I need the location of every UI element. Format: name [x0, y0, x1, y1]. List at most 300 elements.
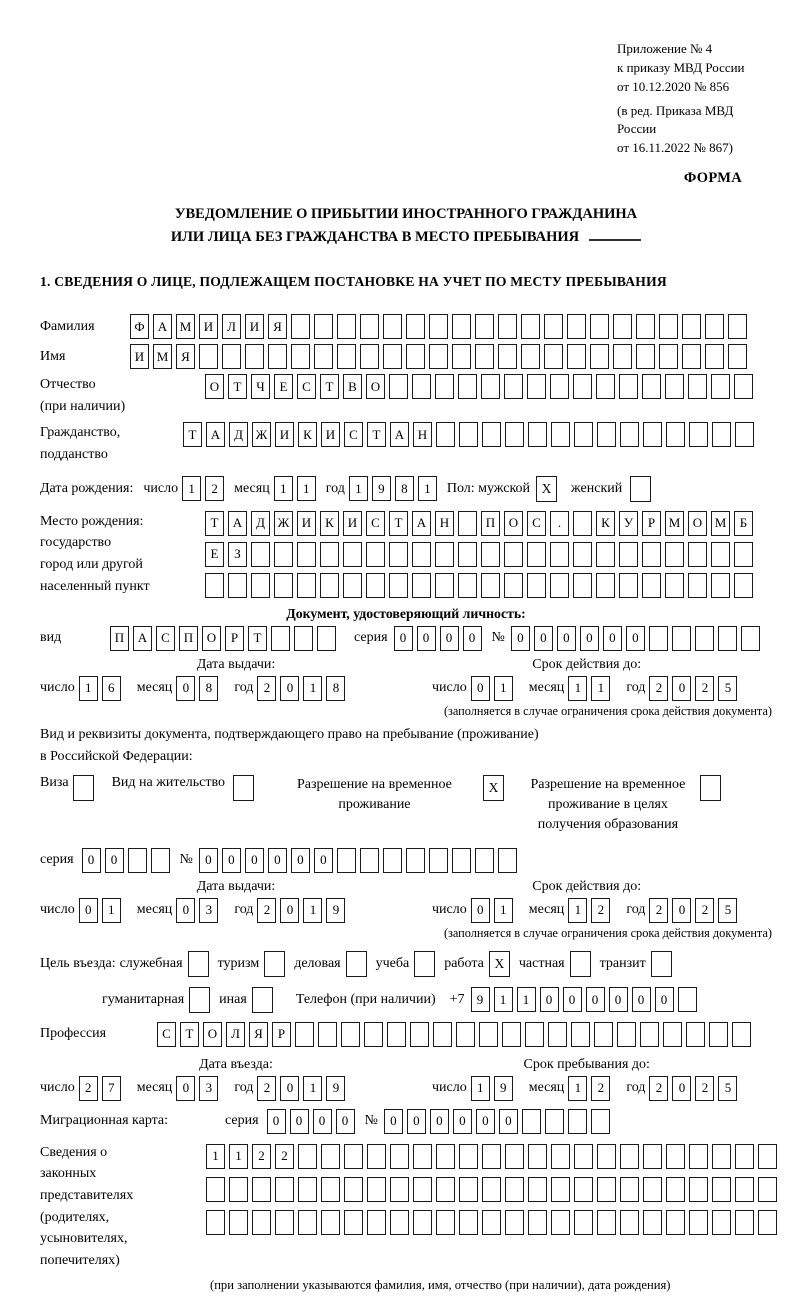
form-cell: 0 — [394, 626, 413, 651]
birth-place-row2-cells — [205, 542, 757, 567]
id-issue-month-cells — [176, 676, 222, 701]
form-cell — [481, 573, 500, 598]
citizenship-cells — [183, 422, 758, 447]
form-cell: 2 — [695, 898, 714, 923]
profession-row — [40, 1022, 772, 1047]
form-cell — [665, 374, 684, 399]
form-cell — [619, 542, 638, 567]
form-cell: 0 — [314, 848, 333, 873]
form-cell — [504, 542, 523, 567]
form-cell: Д — [229, 422, 248, 447]
form-cell — [436, 422, 455, 447]
representatives-row2-cells — [206, 1177, 781, 1202]
form-cell — [366, 542, 385, 567]
form-cell — [291, 314, 310, 339]
residence-permit-option — [112, 775, 258, 801]
purpose-tourism-checkbox — [264, 951, 285, 977]
form-cell — [481, 542, 500, 567]
id-valid-until-group — [432, 657, 741, 701]
temp-residence-checkbox: X — [483, 775, 504, 801]
form-cell: 0 — [82, 848, 101, 873]
form-cell — [389, 573, 408, 598]
form-cell: Е — [274, 374, 293, 399]
form-cell — [481, 374, 500, 399]
entry-day-cells — [79, 1076, 125, 1101]
year-label: год — [626, 680, 646, 696]
form-cell — [337, 344, 356, 369]
purpose-work-checkbox: X — [489, 951, 510, 977]
form-cell: Н — [435, 511, 454, 536]
form-cell — [735, 1210, 754, 1235]
form-cell: Л — [222, 314, 241, 339]
id-issue-year-cells — [257, 676, 349, 701]
form-cell — [498, 314, 517, 339]
form-cell: 0 — [176, 1076, 195, 1101]
form-cell: 9 — [372, 476, 391, 501]
form-cell: Т — [183, 422, 202, 447]
birth-place-label-line2: государство — [40, 535, 112, 551]
form-cell: 0 — [463, 626, 482, 651]
form-cell — [545, 1109, 564, 1134]
form-cell: 0 — [268, 848, 287, 873]
form-cell — [389, 542, 408, 567]
form-cell — [360, 344, 379, 369]
form-cell — [643, 1144, 662, 1169]
form-cell — [274, 573, 293, 598]
form-cell: Т — [228, 374, 247, 399]
form-cell: О — [202, 626, 221, 651]
stay-series-row — [40, 848, 772, 873]
form-cell: Е — [205, 542, 224, 567]
form-cell: 0 — [672, 676, 691, 701]
number-label: № — [364, 1113, 378, 1129]
form-cell — [640, 1022, 659, 1047]
form-cell — [360, 848, 379, 873]
entry-year-cells — [257, 1076, 349, 1101]
title-line-1: УВЕДОМЛЕНИЕ О ПРИБЫТИИ ИНОСТРАННОГО ГРАЖДАНИНА — [174, 206, 638, 223]
phone-cells — [471, 987, 701, 1012]
form-cell — [482, 1144, 501, 1169]
form-cell: 2 — [275, 1144, 294, 1169]
year-label: год — [234, 1080, 254, 1096]
form-cell — [222, 344, 241, 369]
form-cell — [551, 422, 570, 447]
form-cell — [688, 573, 707, 598]
id-doc-heading: Документ, удостоверяющий личность: — [286, 605, 526, 621]
form-cell — [527, 374, 546, 399]
form-cell: 0 — [440, 626, 459, 651]
year-label: год — [626, 902, 646, 918]
citizenship-label-line2: подданство — [40, 447, 108, 463]
form-cell — [318, 1022, 337, 1047]
form-cell: 8 — [199, 676, 218, 701]
form-cell — [479, 1022, 498, 1047]
form-cell: 0 — [291, 848, 310, 873]
form-cell — [502, 1022, 521, 1047]
purpose-study-checkbox — [414, 951, 435, 977]
id-doc-type-row — [40, 626, 772, 651]
month-label: месяц — [528, 1080, 565, 1096]
form-cell — [367, 1210, 386, 1235]
form-cell: И — [130, 344, 149, 369]
form-cell — [482, 1210, 501, 1235]
form-cell — [544, 314, 563, 339]
form-cell — [712, 422, 731, 447]
form-cell: 1 — [517, 987, 536, 1012]
form-cell — [343, 573, 362, 598]
entry-dates — [40, 1057, 772, 1101]
form-cell — [410, 1022, 429, 1047]
form-cell — [452, 344, 471, 369]
ref-line: от 10.12.2020 № 856 — [617, 78, 730, 94]
patronymic-label — [40, 374, 205, 417]
temp-residence-edu-option — [522, 775, 725, 836]
ref-line: Приложение № 4 — [617, 41, 713, 56]
form-cell — [151, 848, 170, 873]
form-cell: Т — [205, 511, 224, 536]
form-cell: 1 — [303, 1076, 322, 1101]
form-cell — [528, 1177, 547, 1202]
given-name-row — [40, 344, 772, 369]
form-cell: 1 — [418, 476, 437, 501]
day-label: число — [40, 902, 75, 918]
purpose-humanitarian-label: гуманитарная — [102, 991, 185, 1007]
purpose-transit-checkbox — [651, 951, 672, 977]
form-cell: У — [619, 511, 638, 536]
form-cell — [521, 314, 540, 339]
form-cell: А — [206, 422, 225, 447]
form-cell — [568, 1109, 587, 1134]
ref-line: (в ред. Приказа МВД России — [617, 102, 734, 137]
form-cell: 2 — [649, 898, 668, 923]
birth-place-row3-cells — [205, 573, 757, 598]
form-cell — [412, 542, 431, 567]
form-cell: П — [481, 511, 500, 536]
id-issue-date-group — [40, 657, 432, 701]
form-cell: П — [179, 626, 198, 651]
form-cell: 1 — [568, 898, 587, 923]
form-cell — [274, 542, 293, 567]
form-cell: 2 — [79, 1076, 98, 1101]
form-cell — [689, 1177, 708, 1202]
form-cell: 2 — [649, 1076, 668, 1101]
form-cell: 0 — [540, 987, 559, 1012]
form-cell — [458, 542, 477, 567]
surname-label: Фамилия — [40, 318, 95, 334]
form-cell — [619, 374, 638, 399]
form-cell — [366, 573, 385, 598]
form-cell — [245, 344, 264, 369]
form-cell — [758, 1177, 777, 1202]
form-cell — [314, 314, 333, 339]
form-cell — [527, 542, 546, 567]
form-cell — [666, 1177, 685, 1202]
form-title — [40, 203, 772, 248]
form-cell — [550, 542, 569, 567]
form-cell — [574, 1144, 593, 1169]
form-cell — [527, 573, 546, 598]
form-cell — [504, 374, 523, 399]
form-cell — [498, 848, 517, 873]
year-label: год — [325, 480, 345, 496]
until-year-cells — [649, 1076, 741, 1101]
form-cell: С — [527, 511, 546, 536]
purpose-work-label: работа — [444, 955, 484, 971]
purpose-transit-label: транзит — [599, 955, 646, 971]
form-cell — [709, 1022, 728, 1047]
id-doc-dates — [40, 657, 772, 701]
form-cell — [642, 573, 661, 598]
form-cell — [475, 848, 494, 873]
form-cell: 2 — [591, 898, 610, 923]
day-label: число — [432, 1080, 467, 1096]
form-cell — [712, 1177, 731, 1202]
purpose-private-checkbox — [570, 951, 591, 977]
id-valid-day-cells — [471, 676, 517, 701]
form-cell: 7 — [102, 1076, 121, 1101]
month-label: месяц — [528, 680, 565, 696]
year-label: год — [626, 1080, 646, 1096]
form-cell — [550, 573, 569, 598]
form-cell — [321, 1210, 340, 1235]
series-label: серия — [225, 1113, 259, 1129]
given-name-cells — [130, 344, 751, 369]
form-cell — [682, 344, 701, 369]
form-cell: 2 — [205, 476, 224, 501]
form-cell — [295, 1022, 314, 1047]
form-cell — [688, 542, 707, 567]
form-cell: 9 — [471, 987, 490, 1012]
form-cell — [360, 314, 379, 339]
form-cell — [528, 1210, 547, 1235]
form-cell — [413, 1144, 432, 1169]
entry-month-cells — [176, 1076, 222, 1101]
form-cell: З — [228, 542, 247, 567]
form-cell: 5 — [718, 1076, 737, 1101]
migration-card-number-cells — [384, 1109, 614, 1134]
form-cell: 0 — [563, 987, 582, 1012]
stay-issue-day-cells — [79, 898, 125, 923]
form-cell: 1 — [494, 987, 513, 1012]
form-cell — [620, 422, 639, 447]
form-cell — [504, 573, 523, 598]
form-cell: П — [110, 626, 129, 651]
form-cell — [505, 1144, 524, 1169]
form-cell: С — [156, 626, 175, 651]
form-cell: И — [297, 511, 316, 536]
form-cell: 1 — [471, 1076, 490, 1101]
form-cell — [498, 344, 517, 369]
form-cell: 0 — [626, 626, 645, 651]
form-cell: 0 — [672, 1076, 691, 1101]
purpose-intro-label: Цель въезда: — [40, 955, 116, 971]
stay-valid-day-cells — [471, 898, 517, 923]
form-cell: 0 — [199, 848, 218, 873]
form-cell — [344, 1144, 363, 1169]
form-cell: О — [688, 511, 707, 536]
form-cell: К — [298, 422, 317, 447]
form-cell — [705, 314, 724, 339]
form-cell: О — [366, 374, 385, 399]
form-cell — [268, 344, 287, 369]
stay-issue-date-line — [40, 898, 432, 923]
stay-until-group — [432, 1057, 741, 1101]
form-cell — [383, 848, 402, 873]
birth-place-label-line4: населенный пункт — [40, 578, 150, 594]
form-cell — [734, 573, 753, 598]
form-cell — [590, 314, 609, 339]
form-cell — [573, 511, 592, 536]
form-cell — [344, 1177, 363, 1202]
form-cell: 2 — [257, 1076, 276, 1101]
form-cell — [596, 573, 615, 598]
form-cell — [298, 1177, 317, 1202]
valid-note: (заполняется в случае ограничения срока действия документа) — [443, 925, 772, 940]
issue-date-heading: Дата выдачи: — [196, 656, 276, 672]
stay-series-cells — [82, 848, 174, 873]
form-cell: 0 — [580, 626, 599, 651]
form-cell — [271, 626, 290, 651]
form-cell: Я — [176, 344, 195, 369]
form-cell: 1 — [568, 1076, 587, 1101]
form-cell: 1 — [274, 476, 293, 501]
form-cell — [642, 542, 661, 567]
form-cell: 0 — [267, 1109, 286, 1134]
form-cell — [712, 1210, 731, 1235]
form-cell — [128, 848, 147, 873]
purpose-other-checkbox — [252, 987, 273, 1013]
valid-note: (заполняется в случае ограничения срока действия документа) — [443, 703, 772, 718]
form-cell: С — [344, 422, 363, 447]
form-cell — [567, 344, 586, 369]
form-cell: 2 — [257, 676, 276, 701]
form-cell — [321, 1144, 340, 1169]
form-cell — [390, 1177, 409, 1202]
representatives-row1-cells — [206, 1144, 781, 1169]
form-cell — [686, 1022, 705, 1047]
form-cell — [596, 542, 615, 567]
form-cell — [320, 573, 339, 598]
form-cell — [291, 344, 310, 369]
form-cell — [649, 626, 668, 651]
form-cell — [620, 1177, 639, 1202]
form-cell — [636, 314, 655, 339]
form-cell — [343, 542, 362, 567]
representatives-labels — [40, 1142, 186, 1272]
form-cell — [321, 1177, 340, 1202]
form-cell: 1 — [494, 898, 513, 923]
form-cell — [718, 626, 737, 651]
form-cell: О — [504, 511, 523, 536]
form-cell: Р — [272, 1022, 291, 1047]
form-cell: 0 — [471, 898, 490, 923]
form-cell: 0 — [245, 848, 264, 873]
form-cell — [666, 1210, 685, 1235]
form-cell — [682, 314, 701, 339]
migration-card-series-cells — [267, 1109, 359, 1134]
form-cell — [367, 1144, 386, 1169]
form-cell: 0 — [290, 1109, 309, 1134]
birth-place-cell-rows — [205, 511, 757, 598]
purpose-official-checkbox — [188, 951, 209, 977]
form-cell: А — [228, 511, 247, 536]
form-cell: А — [412, 511, 431, 536]
stay-doc-kind-row — [40, 775, 772, 836]
form-cell — [528, 422, 547, 447]
form-cell: 0 — [417, 626, 436, 651]
id-valid-date-line — [432, 676, 741, 701]
title-line-2: ИЛИ ЛИЦА БЕЗ ГРАЖДАНСТВА В МЕСТО ПРЕБЫВАНИЯ — [40, 226, 772, 248]
sex-male-checkbox: X — [536, 476, 557, 502]
until-day-cells — [471, 1076, 517, 1101]
purpose-private-label: частная — [518, 955, 565, 971]
form-cell: 1 — [297, 476, 316, 501]
form-cell — [344, 1210, 363, 1235]
form-cell: 0 — [280, 676, 299, 701]
form-cell: Б — [734, 511, 753, 536]
form-cell: 5 — [718, 676, 737, 701]
birth-month-cells — [274, 476, 320, 501]
form-cell: Т — [389, 511, 408, 536]
form-cell: К — [596, 511, 615, 536]
valid-until-heading: Срок действия до: — [532, 656, 642, 672]
form-cell: 2 — [695, 1076, 714, 1101]
stay-valid-month-cells — [568, 898, 614, 923]
ref-line: от 16.11.2022 № 867) — [617, 140, 734, 156]
purpose-other-label: иная — [219, 991, 247, 1007]
form-cell: 1 — [102, 898, 121, 923]
id-series-cells — [394, 626, 486, 651]
form-cell — [567, 314, 586, 339]
purpose-official-label: служебная — [119, 955, 183, 971]
migration-card-row — [40, 1109, 772, 1134]
until-month-cells — [568, 1076, 614, 1101]
form-cell — [298, 1144, 317, 1169]
profession-cells — [157, 1022, 755, 1047]
purpose-business-label: деловая — [294, 955, 341, 971]
form-cell — [728, 344, 747, 369]
purpose-row-1 — [40, 951, 772, 977]
form-cell — [505, 1177, 524, 1202]
patronymic-row — [40, 374, 772, 417]
form-cell — [459, 422, 478, 447]
purpose-row-2 — [102, 987, 772, 1013]
form-cell — [505, 422, 524, 447]
form-cell — [314, 344, 333, 369]
form-cell — [613, 344, 632, 369]
stay-valid-date-line — [432, 898, 741, 923]
surname-row — [40, 314, 772, 339]
form-cell — [741, 626, 760, 651]
form-cell — [521, 344, 540, 369]
form-cell: 9 — [494, 1076, 513, 1101]
representatives-note: (при заполнении указываются фамилия, имя, отчество (при наличии), дата рождения) — [210, 1277, 671, 1292]
sex-male-label: Пол: мужской — [446, 480, 531, 496]
form-cell: 1 — [591, 676, 610, 701]
form-cell — [406, 848, 425, 873]
birth-year-cells — [349, 476, 441, 501]
form-cell: 0 — [280, 898, 299, 923]
form-cell — [571, 1022, 590, 1047]
form-cell — [275, 1177, 294, 1202]
patronymic-label-line1: Отчество — [40, 377, 96, 392]
form-cell — [597, 1177, 616, 1202]
form-cell: К — [320, 511, 339, 536]
phone-prefix: +7 — [449, 991, 465, 1007]
form-cell: 2 — [695, 676, 714, 701]
form-cell: В — [343, 374, 362, 399]
number-label: № — [491, 630, 505, 646]
